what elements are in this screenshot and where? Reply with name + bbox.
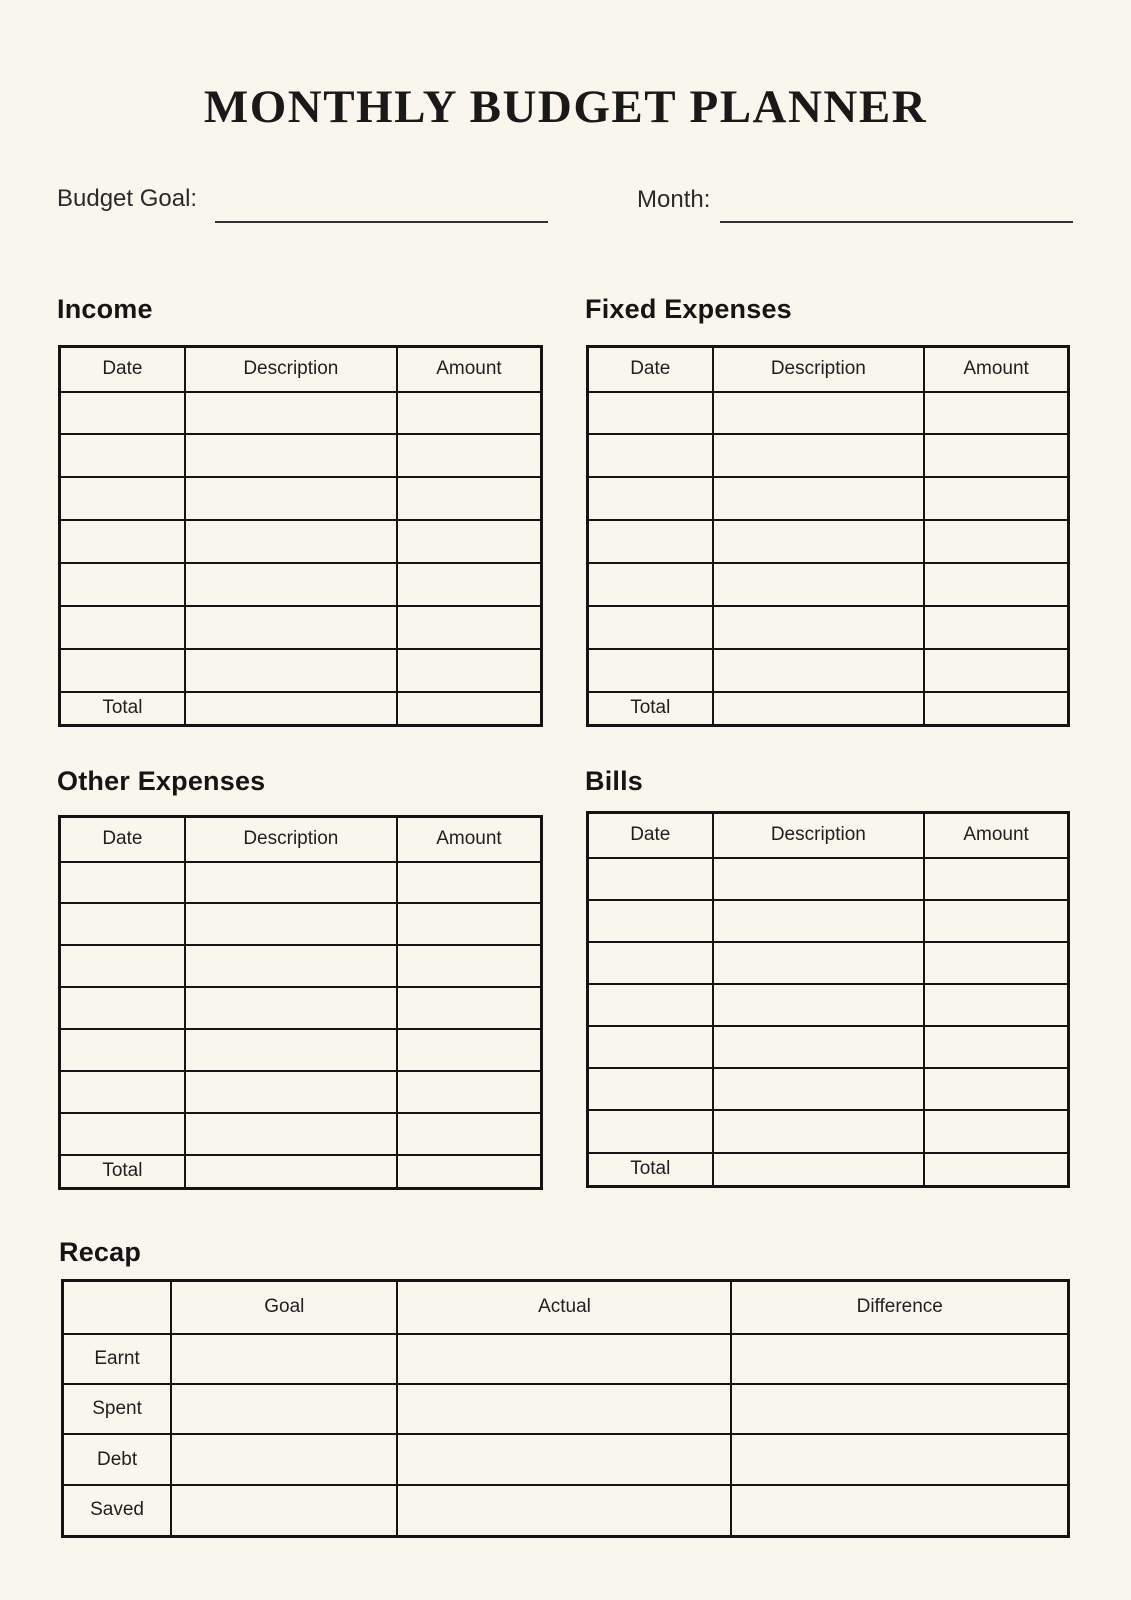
- table-row: [60, 945, 542, 987]
- empty-cell: [713, 900, 925, 942]
- empty-cell: [588, 434, 713, 477]
- empty-cell: [60, 606, 185, 649]
- fixed-expenses-table-container: [586, 345, 1070, 727]
- empty-cell: [171, 1485, 397, 1537]
- empty-cell: [924, 900, 1068, 942]
- empty-cell: [397, 862, 542, 904]
- table-row: [63, 1485, 1069, 1537]
- empty-cell: [397, 649, 542, 692]
- empty-cell: [397, 606, 542, 649]
- empty-cell: [713, 984, 925, 1026]
- empty-cell: [397, 1113, 542, 1155]
- total-label-cell: Total: [60, 692, 185, 726]
- table-row: [60, 903, 542, 945]
- empty-cell: [588, 649, 713, 692]
- empty-cell: [185, 987, 397, 1029]
- recap-section-title: Recap: [59, 1237, 142, 1267]
- column-header-date: Date: [60, 817, 185, 862]
- table-row: [63, 1334, 1069, 1384]
- table-row: [588, 434, 1069, 477]
- empty-cell: [185, 1155, 397, 1189]
- empty-cell: [713, 1026, 925, 1068]
- empty-cell: [731, 1434, 1068, 1484]
- empty-cell: [924, 942, 1068, 984]
- column-header-difference: Difference: [731, 1281, 1068, 1334]
- empty-cell: [397, 692, 542, 726]
- empty-cell: [397, 1334, 731, 1384]
- row-label-cell: Saved: [63, 1485, 172, 1537]
- row-label-cell: Earnt: [63, 1334, 172, 1384]
- column-header-description: Description: [185, 817, 397, 862]
- table-row: [60, 563, 542, 606]
- column-header-description: Description: [713, 813, 925, 858]
- empty-cell: [60, 903, 185, 945]
- column-header-description: Description: [713, 347, 925, 392]
- empty-cell: [588, 984, 713, 1026]
- column-header-actual: Actual: [397, 1281, 731, 1334]
- month-blank-line: [720, 221, 1073, 223]
- empty-cell: [185, 945, 397, 987]
- other-expenses-table-container: [58, 815, 543, 1190]
- budget-goal-label: Budget Goal:: [57, 185, 198, 212]
- table-row: [588, 392, 1069, 435]
- empty-cell: [924, 563, 1068, 606]
- table-row: [60, 1071, 542, 1113]
- table-row: [63, 1434, 1069, 1484]
- table-row: [588, 1110, 1069, 1152]
- empty-cell: [171, 1334, 397, 1384]
- other-expenses-table: [58, 815, 543, 1190]
- empty-cell: [588, 942, 713, 984]
- empty-cell: [588, 477, 713, 520]
- empty-cell: [60, 1071, 185, 1113]
- empty-cell: [397, 1029, 542, 1071]
- empty-cell: [924, 477, 1068, 520]
- empty-cell: [60, 1029, 185, 1071]
- empty-cell: [185, 477, 397, 520]
- empty-cell: [588, 392, 713, 435]
- table-row: [588, 563, 1069, 606]
- bills-table: [586, 811, 1070, 1188]
- table-row: [588, 900, 1069, 942]
- column-header-amount: Amount: [397, 817, 542, 862]
- recap-table: [61, 1279, 1070, 1538]
- table-row: [60, 434, 542, 477]
- empty-cell: [171, 1434, 397, 1484]
- empty-cell: [924, 1026, 1068, 1068]
- empty-cell: [185, 392, 397, 435]
- table-row: [588, 649, 1069, 692]
- empty-cell: [713, 1068, 925, 1110]
- empty-cell: [60, 434, 185, 477]
- empty-cell: [713, 1110, 925, 1152]
- empty-cell: [924, 984, 1068, 1026]
- empty-cell: [588, 520, 713, 563]
- empty-cell: [60, 987, 185, 1029]
- table-row: [588, 942, 1069, 984]
- column-header-description: Description: [185, 347, 397, 392]
- total-label-cell: Total: [588, 692, 713, 726]
- empty-cell: [924, 1153, 1068, 1187]
- empty-cell: [588, 563, 713, 606]
- empty-cell: [924, 1110, 1068, 1152]
- empty-cell: [185, 434, 397, 477]
- income-table-container: [58, 345, 543, 727]
- empty-cell: [588, 858, 713, 900]
- table-row: [60, 477, 542, 520]
- table-row: [588, 477, 1069, 520]
- empty-cell: [924, 606, 1068, 649]
- empty-cell: [397, 563, 542, 606]
- table-row: [60, 520, 542, 563]
- empty-cell: [397, 520, 542, 563]
- empty-cell: [397, 945, 542, 987]
- empty-cell: [924, 692, 1068, 726]
- empty-cell: [731, 1485, 1068, 1537]
- column-header-blank: [63, 1281, 172, 1334]
- table-row: [60, 1155, 542, 1189]
- table-row: [60, 392, 542, 435]
- total-label-cell: Total: [60, 1155, 185, 1189]
- table-row: [60, 987, 542, 1029]
- empty-cell: [185, 1029, 397, 1071]
- recap-table-container: [61, 1279, 1070, 1538]
- table-row: [588, 1153, 1069, 1187]
- empty-cell: [397, 477, 542, 520]
- empty-cell: [60, 649, 185, 692]
- fixed-expenses-table: [586, 345, 1070, 727]
- row-label-cell: Debt: [63, 1434, 172, 1484]
- empty-cell: [60, 392, 185, 435]
- empty-cell: [397, 434, 542, 477]
- empty-cell: [185, 862, 397, 904]
- table-row: [588, 984, 1069, 1026]
- row-label-cell: Spent: [63, 1384, 172, 1434]
- empty-cell: [924, 1068, 1068, 1110]
- empty-cell: [397, 1485, 731, 1537]
- empty-cell: [171, 1384, 397, 1434]
- table-row: [60, 1029, 542, 1071]
- empty-cell: [588, 1110, 713, 1152]
- empty-cell: [185, 649, 397, 692]
- empty-cell: [713, 606, 925, 649]
- empty-cell: [60, 563, 185, 606]
- empty-cell: [924, 520, 1068, 563]
- empty-cell: [397, 1384, 731, 1434]
- empty-cell: [185, 606, 397, 649]
- table-row: [60, 862, 542, 904]
- table-row: [588, 692, 1069, 726]
- empty-cell: [731, 1334, 1068, 1384]
- column-header-amount: Amount: [924, 813, 1068, 858]
- income-section-title: Income: [57, 294, 153, 324]
- empty-cell: [185, 563, 397, 606]
- empty-cell: [924, 434, 1068, 477]
- table-row: [60, 1113, 542, 1155]
- column-header-date: Date: [588, 347, 713, 392]
- empty-cell: [588, 1026, 713, 1068]
- empty-cell: [185, 903, 397, 945]
- empty-cell: [713, 520, 925, 563]
- table-row: [63, 1384, 1069, 1434]
- table-row: [588, 520, 1069, 563]
- empty-cell: [713, 563, 925, 606]
- empty-cell: [185, 1113, 397, 1155]
- empty-cell: [924, 392, 1068, 435]
- table-row: [60, 692, 542, 726]
- empty-cell: [924, 649, 1068, 692]
- empty-cell: [713, 858, 925, 900]
- total-label-cell: Total: [588, 1153, 713, 1187]
- empty-cell: [397, 987, 542, 1029]
- income-table: [58, 345, 543, 727]
- other-expenses-section-title: Other Expenses: [57, 766, 266, 796]
- table-row: [588, 1068, 1069, 1110]
- column-header-amount: Amount: [397, 347, 542, 392]
- table-row: [588, 858, 1069, 900]
- empty-cell: [185, 1071, 397, 1113]
- empty-cell: [185, 520, 397, 563]
- empty-cell: [60, 477, 185, 520]
- empty-cell: [397, 1155, 542, 1189]
- empty-cell: [713, 649, 925, 692]
- column-header-date: Date: [588, 813, 713, 858]
- empty-cell: [588, 606, 713, 649]
- column-header-goal: Goal: [171, 1281, 397, 1334]
- empty-cell: [60, 862, 185, 904]
- empty-cell: [397, 1071, 542, 1113]
- month-label: Month:: [637, 186, 711, 213]
- table-row: [60, 649, 542, 692]
- empty-cell: [60, 520, 185, 563]
- empty-cell: [713, 1153, 925, 1187]
- empty-cell: [713, 942, 925, 984]
- table-row: [588, 606, 1069, 649]
- table-row: [588, 1026, 1069, 1068]
- empty-cell: [713, 392, 925, 435]
- empty-cell: [60, 1113, 185, 1155]
- empty-cell: [924, 858, 1068, 900]
- empty-cell: [60, 945, 185, 987]
- fixed-expenses-section-title: Fixed Expenses: [585, 294, 792, 324]
- page-title: MONTHLY BUDGET PLANNER: [203, 81, 928, 133]
- bills-section-title: Bills: [585, 766, 644, 796]
- empty-cell: [588, 900, 713, 942]
- empty-cell: [713, 477, 925, 520]
- empty-cell: [397, 1434, 731, 1484]
- empty-cell: [397, 903, 542, 945]
- empty-cell: [713, 434, 925, 477]
- column-header-amount: Amount: [924, 347, 1068, 392]
- empty-cell: [397, 392, 542, 435]
- bills-table-container: [586, 811, 1070, 1188]
- empty-cell: [588, 1068, 713, 1110]
- budget-goal-blank-line: [215, 221, 548, 223]
- table-row: [60, 606, 542, 649]
- column-header-date: Date: [60, 347, 185, 392]
- empty-cell: [185, 692, 397, 726]
- empty-cell: [713, 692, 925, 726]
- empty-cell: [731, 1384, 1068, 1434]
